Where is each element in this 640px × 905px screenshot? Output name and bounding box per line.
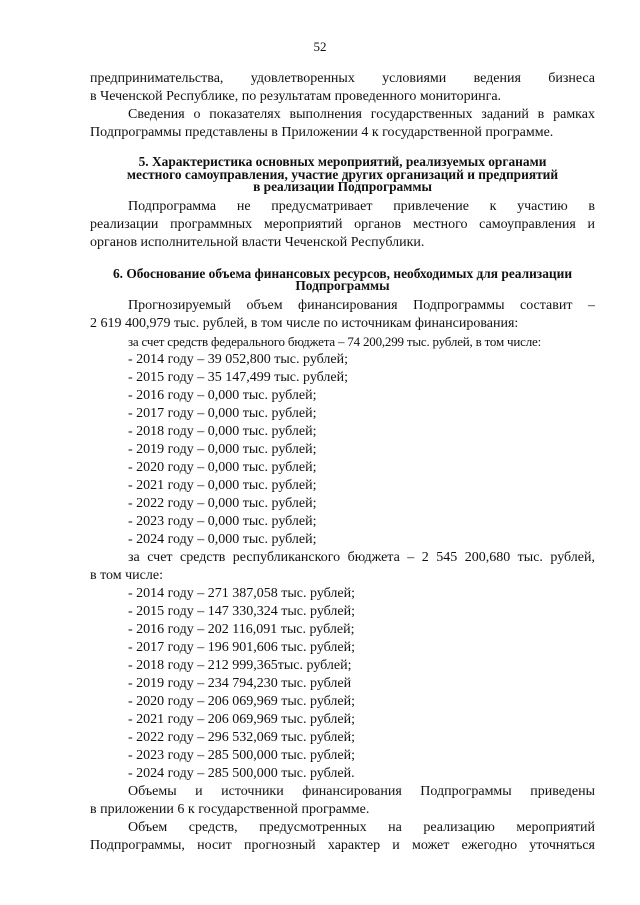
list-item: - 2021 году – 206 069,969 тыс. рублей; (128, 711, 356, 727)
list-item: - 2017 году – 196 901,606 тыс. рублей; (128, 639, 356, 655)
state-tasks-paragraph (90, 106, 595, 142)
section-6-heading-line-1: 6. Обоснование объема финансовых ресурсов, необходимых для реализации (112, 265, 573, 281)
list-item: - 2015 году – 147 330,324 тыс. рублей; (128, 603, 356, 619)
list-item: - 2014 году – 39 052,800 тыс. рублей; (128, 351, 349, 367)
intro-paragraph (90, 70, 595, 106)
section-5-line-2: реализации программных мероприятий органов местного самоуправления и (90, 216, 595, 232)
section-5-heading-line-3: в реализации Подпрограммы (253, 179, 432, 194)
list-item: - 2024 году – 0,000 тыс. рублей; (128, 531, 317, 547)
intro-line-2: в Чеченской Республике, по результатам проведенного мониторинга. (90, 89, 502, 104)
list-item: - 2023 году – 0,000 тыс. рублей; (128, 513, 317, 529)
section-5-heading-line-1: 5. Характеристика основных мероприятий, реализуемых органами (138, 154, 547, 169)
list-item: - 2018 году – 212 999,365тыс. рублей; (128, 657, 352, 673)
state-tasks-line-1: Сведения о показателях выполнения государственных заданий в рамках (128, 107, 595, 122)
volumes-line-1: Объемы и источники финансирования Подпрограммы приведены (128, 783, 595, 799)
section-5-line-3: органов исполнительной власти Чеченской Республики. (90, 234, 425, 250)
list-item: - 2017 году – 0,000 тыс. рублей; (128, 405, 317, 421)
section-5-line-1: Подпрограмма не предусматривает привлечение к участию в (128, 198, 595, 214)
list-item: - 2016 году – 0,000 тыс. рублей; (128, 387, 317, 403)
list-item: - 2018 году – 0,000 тыс. рублей; (128, 423, 317, 439)
section-6-heading (90, 265, 595, 293)
republic-budget-heading-line-1: за счет средств республиканского бюджета – 2 545 200,680 тыс. рублей, (128, 549, 595, 565)
list-item: - 2024 году – 285 500,000 тыс. рублей. (128, 765, 355, 781)
list-item: - 2016 году – 202 116,091 тыс. рублей; (128, 621, 355, 637)
republic-budget-heading (90, 549, 595, 585)
total-funding-line-2: 2 619 400,979 тыс. рублей, в том числе по источникам финансирования: (90, 315, 519, 331)
section-5-heading-line-2: местного самоуправления, участие других организаций и предприятий (126, 166, 559, 182)
forecast-line-2: Подпрограммы, носит прогнозный характер и может ежегодно уточняться (90, 837, 595, 853)
list-item: - 2022 году – 296 532,069 тыс. рублей; (128, 729, 356, 745)
list-item: - 2015 году – 35 147,499 тыс. рублей; (128, 369, 349, 385)
list-item: - 2022 году – 0,000 тыс. рублей; (128, 495, 317, 511)
list-item: - 2020 году – 206 069,969 тыс. рублей; (128, 693, 356, 709)
total-funding-line-1: Прогнозируемый объем финансирования Подпрограммы составит – (128, 297, 595, 313)
federal-budget-list (90, 351, 595, 549)
forecast-paragraph (90, 819, 595, 855)
section-5-heading (90, 156, 595, 194)
volumes-paragraph (90, 783, 595, 819)
list-item: - 2020 году – 0,000 тыс. рублей; (128, 459, 317, 475)
list-item: - 2014 году – 271 387,058 тыс. рублей; (128, 585, 356, 601)
state-tasks-line-2: Подпрограммы представлены в Приложении 4 к государственной программе. (90, 125, 554, 140)
section-6-heading-line-2: Подпрограммы (295, 278, 390, 293)
document-body (90, 70, 595, 855)
section-5-paragraph (90, 198, 595, 252)
intro-line-1: предпринимательства, удовлетворенных условиями ведения бизнеса (90, 71, 595, 86)
list-item: - 2019 году – 234 794,230 тыс. рублей (128, 675, 352, 691)
list-item: - 2021 году – 0,000 тыс. рублей; (128, 477, 317, 493)
republic-budget-heading-line-2: в том числе: (90, 567, 163, 583)
republic-budget-list (90, 585, 595, 783)
total-funding-paragraph (90, 297, 595, 333)
list-item: - 2023 году – 285 500,000 тыс. рублей; (128, 747, 356, 763)
page-number: 52 (313, 39, 327, 54)
volumes-line-2: в приложении 6 к государственной программе. (90, 801, 370, 817)
federal-budget-heading: за счет средств федерального бюджета – 74 200,299 тыс. рублей, в том числе: (128, 333, 541, 349)
forecast-line-1: Объем средств, предусмотренных на реализацию мероприятий (128, 819, 595, 835)
list-item: - 2019 году – 0,000 тыс. рублей; (128, 441, 317, 457)
